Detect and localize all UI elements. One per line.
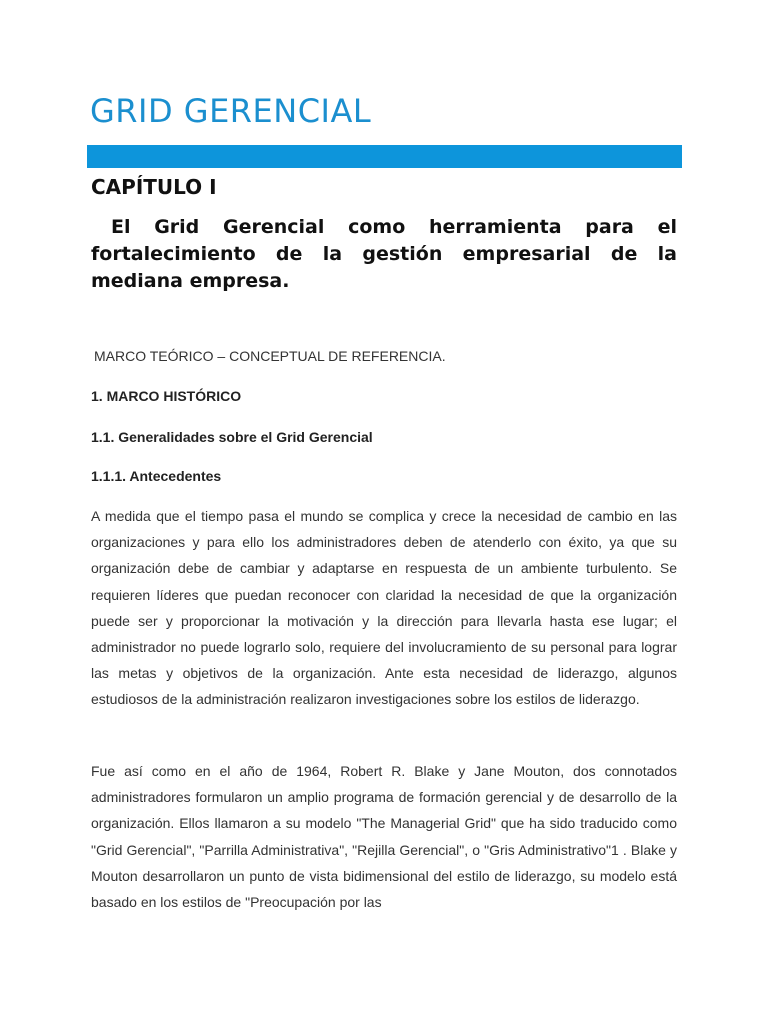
framework-line: MARCO TEÓRICO – CONCEPTUAL DE REFERENCIA. [94,348,446,364]
section-heading-1-1: 1.1. Generalidades sobre el Grid Gerencial [91,429,373,445]
chapter-subtitle: El Grid Gerencial como herramienta para el fortalecimiento de la gestión empresarial de la mediana empresa. [91,216,677,292]
section-heading-1-1-1: 1.1.1. Antecedentes [91,468,222,484]
chapter-heading: CAPÍTULO I [91,175,217,199]
body-paragraph: A medida que el tiempo pasa el mundo se complica y crece la necesidad de cambio en las organizaciones y para ello los administradores deben de atenderlo con éxito, ya que su organización debe de cambiar y adaptarse en respuesta de un ambiente turbulento. Se requieren líderes que puedan reconocer con claridad la necesidad de que la organización puede ser y proporcionar la motivación y la dirección para llevarla hasta ese lugar; el administrador no puede lograrlo solo, requiere del involucramiento de su personal para lograr las metas y objetivos de la organización. Ante esta necesidad de liderazgo, algunos estudiosos de la administración realizaron investigaciones sobre los estilos de liderazgo. [91,508,677,708]
title-accent-bar [87,145,682,168]
section-heading-1: 1. MARCO HISTÓRICO [91,388,242,404]
body-paragraph: Fue así como en el año de 1964, Robert R. Blake y Jane Mouton, dos connotados administradores formularon un amplio programa de formación gerencial y de desarrollo de la organización. Ellos llamaron a su modelo "The Managerial Grid" que ha sido traducido como "Grid Gerencial", "Parrilla Administrativa", "Rejilla Gerencial", o "Gris Administrativo"1 . Blake y Mouton desarrollaron un punto de vista bidimensional del estilo de liderazgo, su modelo está basado en los estilos de "Preocupación por las [91,763,677,911]
document-title: GRID GERENCIAL [90,92,372,130]
